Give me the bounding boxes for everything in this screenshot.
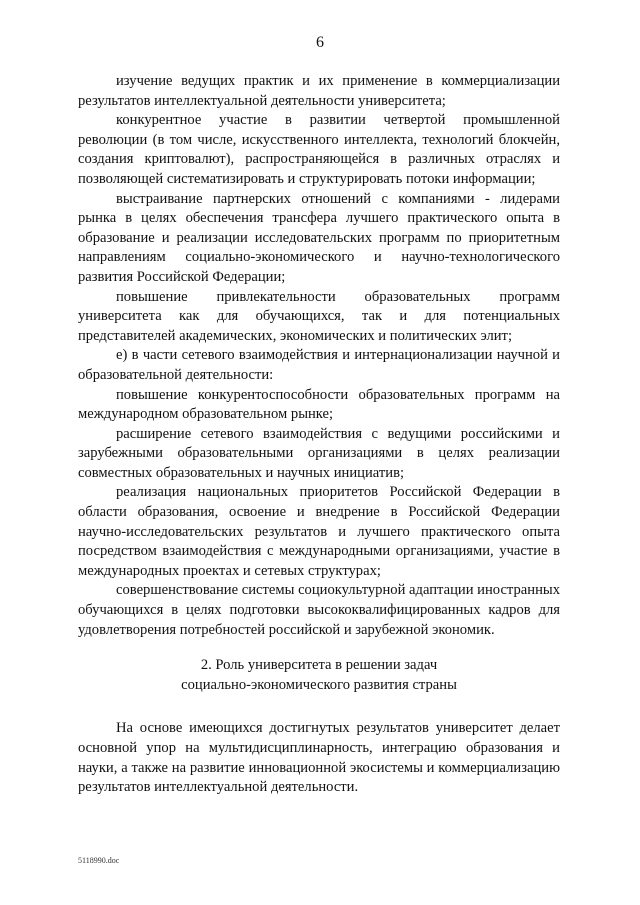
section-heading [78, 656, 560, 695]
paragraph: конкурентное участие в развитии четвертой промышленной революции (в том числе, искусственного интеллекта, технологий блокчейн, создания криптовалют), распространяющейся в различных отраслях и позволяющей систематизировать и структурировать потоки информации; [78, 112, 560, 187]
paragraph: расширение сетевого взаимодействия с ведущими российскими и зарубежными образовательными организациями в целях реализации совместных образовательных и научных инициатив; [78, 425, 560, 481]
paragraph: реализация национальных приоритетов Российской Федерации в области образования, освоение и внедрение в Российской Федерации научно-исследовательских результатов и лучшего практического опыта посредством взаимодействия с международными организациями, участие в международных проектах и сетевых структурах; [78, 484, 560, 579]
paragraph: На основе имеющихся достигнутых результатов университет делает основной упор на мультидисциплинарность, интеграцию образования и науки, а также на развитие инновационной экосистемы и коммерциализацию результатов интеллектуальной деятельности. [78, 720, 560, 796]
section-heading-line: 2. Роль университета в решении задач [200, 657, 438, 674]
paragraph: совершенствование системы социокультурной адаптации иностранных обучающихся в целях подготовки высококвалифицированных кадров для удовлетворения потребностей российской и зарубежной экономик. [78, 582, 560, 638]
file-name-footer: 5118990.doc [78, 856, 120, 865]
paragraph: выстраивание партнерских отношений с компаниями - лидерами рынка в целях обеспечения трансфера лучшего практического опыта в образование и реализации исследовательских программ по приоритетным направлениям социально-экономического и научно-технологического развития Российской Федерации; [78, 190, 560, 285]
document-body [78, 72, 560, 798]
paragraph: повышение конкурентоспособности образовательных программ на международном образовательном рынке; [78, 386, 560, 423]
paragraph: е) в части сетевого взаимодействия и интернационализации научной и образовательной деятельности: [78, 347, 560, 383]
paragraph: повышение привлекательности образовательных программ университета как для обучающихся, так и для потенциальных представителей академических, экономических и политических элит; [78, 288, 560, 344]
section-heading-line: социально-экономического развития страны [181, 676, 457, 693]
paragraph: изучение ведущих практик и их применение в коммерциализации результатов интеллектуальной деятельности университета; [78, 73, 560, 109]
page-number: 6 [316, 34, 324, 51]
